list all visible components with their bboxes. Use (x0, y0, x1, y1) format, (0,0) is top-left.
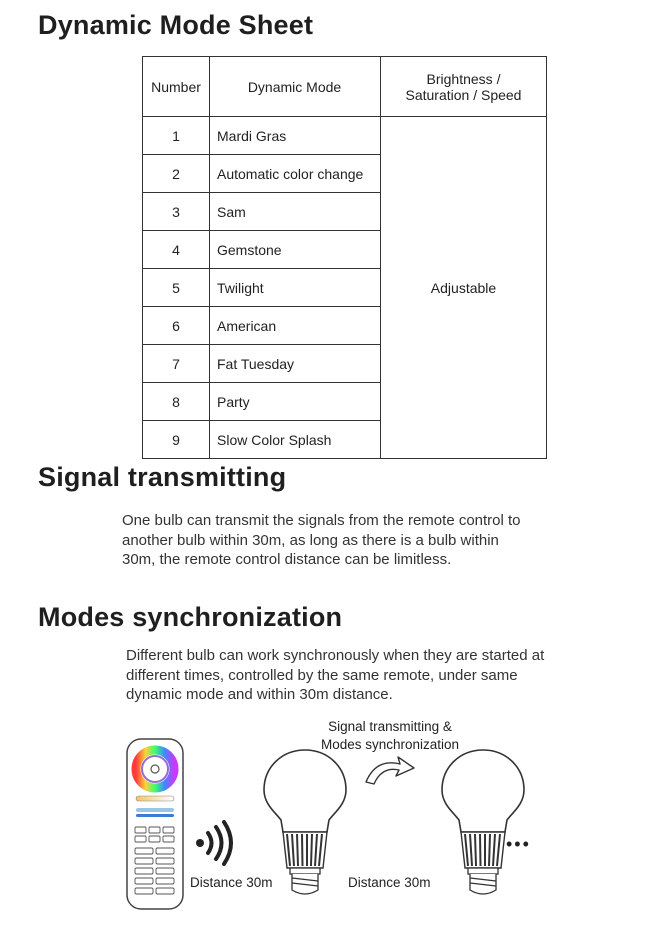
signal-waves-icon (193, 820, 235, 866)
row-number: 6 (143, 307, 210, 345)
row-mode: Twilight (210, 269, 381, 307)
adjustable-cell: Adjustable (381, 117, 547, 459)
row-number: 7 (143, 345, 210, 383)
signal-transmitting-text: One bulb can transmit the signals from the remote control to another bulb within 30m, as long as there is a bulb within 30m, the remote control distance can be limitless. (122, 512, 521, 568)
row-number: 8 (143, 383, 210, 421)
page-title-dynamic-mode-sheet: Dynamic Mode Sheet (38, 10, 314, 40)
bulb-icon (440, 748, 526, 900)
row-mode: American (210, 307, 381, 345)
section-title-modes-synchronization: Modes synchronization (38, 602, 343, 632)
dynamic-mode-table (142, 56, 547, 459)
row-mode: Automatic color change (210, 155, 381, 193)
row-number: 9 (143, 421, 210, 459)
header-brightness-saturation-speed (381, 57, 547, 117)
bulb-icon (262, 748, 348, 900)
row-mode: Slow Color Splash (210, 421, 381, 459)
row-mode: Party (210, 383, 381, 421)
row-mode: Mardi Gras (210, 117, 381, 155)
table-header-row (143, 57, 547, 117)
header-adjust-line2: Saturation / Speed (405, 86, 522, 103)
figure-caption-line2: Modes synchronization (320, 737, 460, 752)
row-number: 2 (143, 155, 210, 193)
curved-arrow-icon (362, 752, 420, 788)
table-row (143, 117, 547, 155)
distance-label-1: Distance 30m (190, 875, 273, 890)
row-mode: Fat Tuesday (210, 345, 381, 383)
modes-synchronization-text: Different bulb can work synchronously when they are started at different times, controlled by the same remote, under same dynamic mode and within 30m distance. (126, 647, 545, 703)
figure-caption-line1: Signal transmitting & (328, 719, 452, 734)
row-number: 4 (143, 231, 210, 269)
header-dynamic-mode: Dynamic Mode (210, 57, 381, 117)
section-title-signal-transmitting: Signal transmitting (38, 462, 287, 492)
row-number: 3 (143, 193, 210, 231)
remote-control-icon (126, 738, 184, 910)
continuation-dots: ••• (506, 834, 531, 854)
row-number: 1 (143, 117, 210, 155)
header-adjust-line1: Brightness / (426, 70, 501, 87)
row-number: 5 (143, 269, 210, 307)
header-number: Number (143, 57, 210, 117)
row-mode: Gemstone (210, 231, 381, 269)
distance-label-2: Distance 30m (348, 875, 431, 890)
row-mode: Sam (210, 193, 381, 231)
